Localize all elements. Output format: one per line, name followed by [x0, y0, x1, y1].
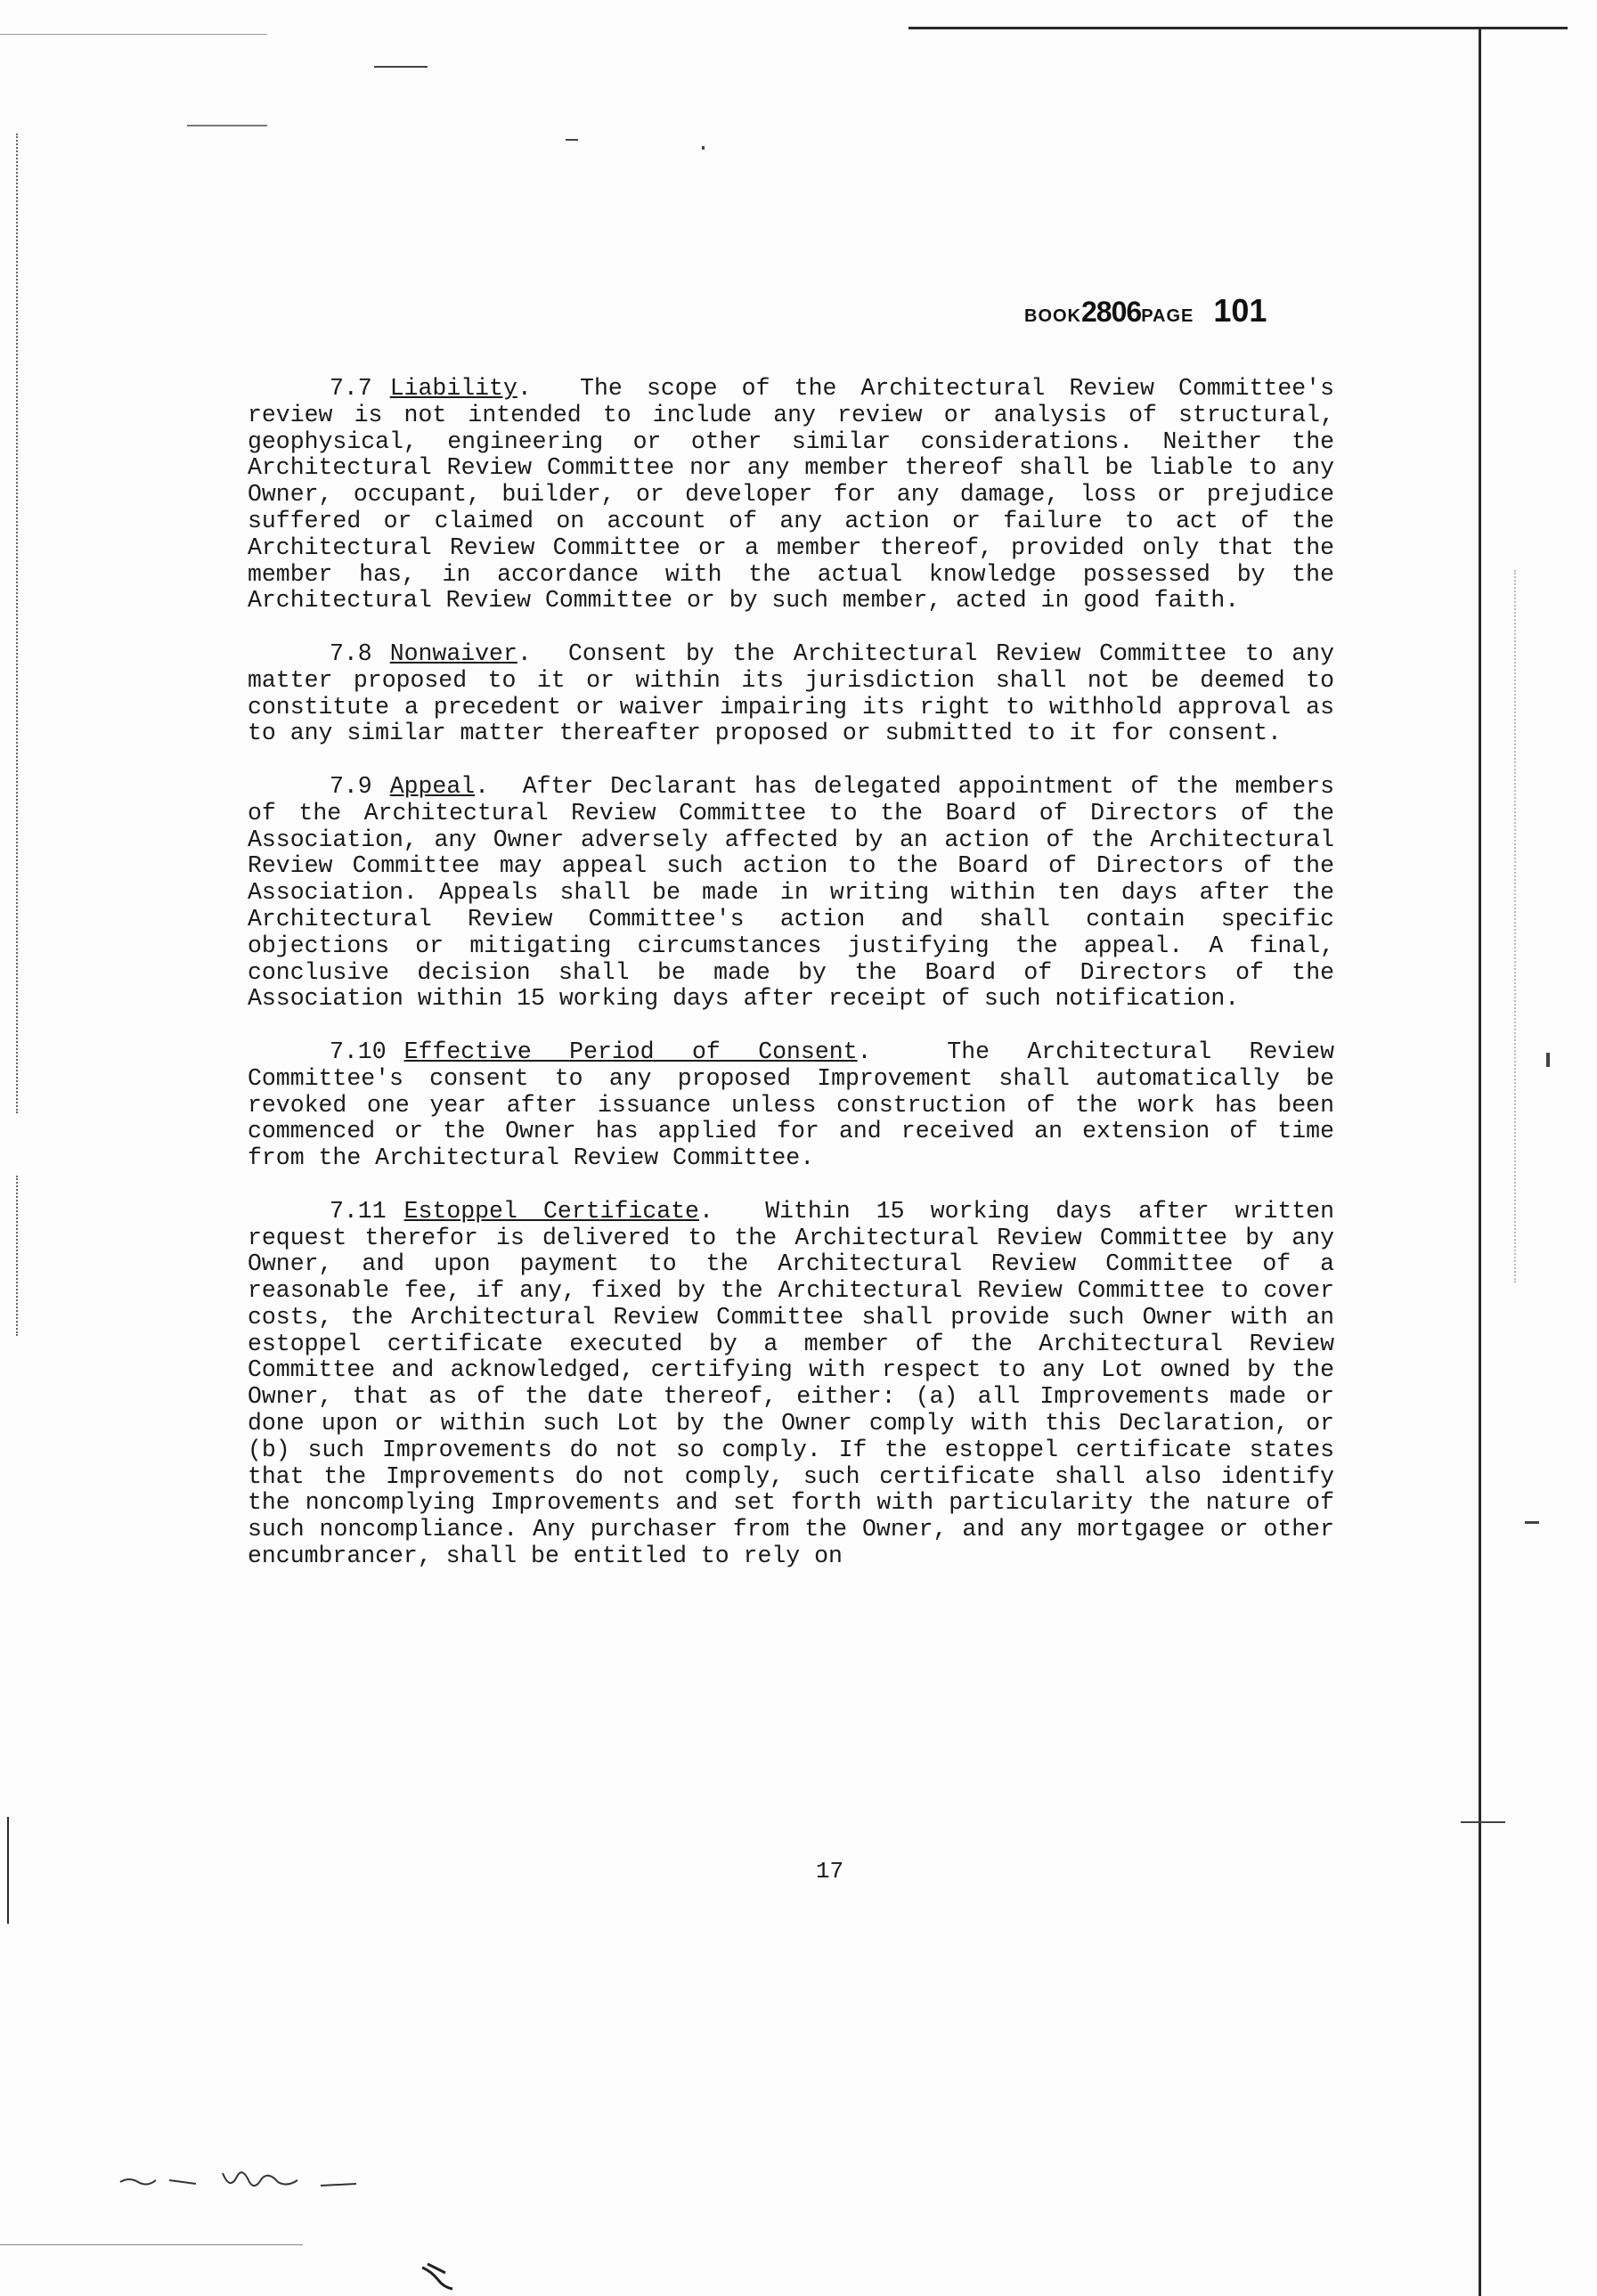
section-title: Nonwaiver	[389, 639, 517, 667]
scan-mark	[566, 139, 578, 141]
top-border-line	[908, 27, 1568, 29]
scan-mark	[702, 146, 705, 150]
right-border-line	[1479, 27, 1481, 2296]
scan-mark	[374, 66, 428, 68]
page-label: PAGE	[1141, 306, 1194, 326]
section-text: The Architectural Review Committee's consent to any proposed Improvement shall automatically be revoked one year after issuance unless construction of the work has been commenced or the Owner has applied for and received an extension of time from the Architectural Review Committee.	[248, 1038, 1334, 1172]
section-7-9: 7.9 Appeal. After Declarant has delegated appointment of the members of the Architectural Review Committee to the Board of Directors of the Association, any Owner adversely affected by an action of the Architectural Review Committee may appeal such action to the Board of Directors of the Association. Appeals shall be made in writing within ten days after the Architectural Review Committee's action and shall contain specific objections or mitigating circumstances justifying the appeal. A final, conclusive decision shall be made by the Board of Directors of the Association within 15 working days after receipt of such notification.	[248, 772, 1334, 1013]
section-title: Effective Period of Consent	[403, 1038, 858, 1065]
left-margin-marks	[16, 1176, 21, 1336]
section-number: 7.7	[330, 375, 372, 402]
document-body	[248, 376, 1334, 1597]
bottom-scribble	[419, 2262, 472, 2292]
section-number: 7.10	[330, 1038, 387, 1065]
right-margin-marks	[1514, 570, 1520, 1282]
section-title: Liability	[389, 375, 517, 402]
section-7-7: 7.7 Liability. The scope of the Architectural Review Committee's review is not intended to include any review or analysis of structural, geophysical, engineering or other similar considerations. Neither the Architectural Review Committee nor any member thereof shall be liable to any Owner, occupant, builder, or developer for any damage, loss or prejudice suffered or claimed on account of any action or failure to act of the Architectural Review Committee or a member thereof, provided only that the member has, in accordance with the actual knowledge possessed by the Architectural Review Committee or by such member, acted in good faith.	[248, 375, 1334, 615]
section-text: Consent by the Architectural Review Committee to any matter proposed to it or within its jurisdiction shall not be deemed to constitute a precedent or waiver impairing its right to withhold approval as to any similar matter thereafter proposed or submitted to it for consent.	[248, 639, 1334, 747]
section-text: After Declarant has delegated appointment of the members of the Architectural Review Committee to the Board of Directors of the Association, any Owner adversely affected by an action of the Architectural Review Committee may appeal such action to the Board of Directors of the Association. Appeals shall be made in writing within ten days after the Architectural Review Committee's action and shall contain specific objections or mitigating circumstances justifying the appeal. A final, conclusive decision shall be made by the Board of Directors of the Association within 15 working days after receipt of such notification.	[248, 772, 1334, 1013]
scan-mark	[1461, 1821, 1505, 1823]
bottom-rule	[0, 2244, 303, 2245]
scan-mark	[1546, 1053, 1550, 1067]
section-7-10: 7.10 Effective Period of Consent. The Architectural Review Committee's consent to any proposed Improvement shall automatically be revoked one year after issuance unless construction of the work has been commenced or the Owner has applied for and received an extension of time from the Architectural Review Committee.	[248, 1038, 1334, 1172]
section-text: Within 15 working days after written request therefor is delivered to the Architectural Review Committee by any Owner, and upon payment to the Architectural Review Committee of a reasonable fee, if any, fixed by the Architectural Review Committee to cover costs, the Architectural Review Committee shall provide such Owner with an estoppel certificate executed by a member of the Architectural Review Committee and acknowledged, certifying with respect to any Lot owned by the Owner, that as of the date thereof, either: (a) all Improvements made or done upon or within such Lot by the Owner comply with this Declaration, or (b) such Improvements do not so comply. If the estoppel certificate states that the Improvements do not comply, such certificate shall also identify the noncomplying Improvements and set forth with particularity the nature of such noncompliance. Any purchaser from the Owner, and any mortgagee or other encumbrancer, shall be entitled to rely on	[248, 1197, 1334, 1570]
top-left-rule	[0, 34, 267, 35]
footer-page-number: 17	[815, 1858, 844, 1885]
section-7-11: 7.11 Estoppel Certificate. Within 15 working days after written request therefor is delivered to the Architectural Review Committee by any Owner, and upon payment to the Architectural Review Committee of a reasonable fee, if any, fixed by the Architectural Review Committee to cover costs, the Architectural Review Committee shall provide such Owner with an estoppel certificate executed by a member of the Architectural Review Committee and acknowledged, certifying with respect to any Lot owned by the Owner, that as of the date thereof, either: (a) all Improvements made or done upon or within such Lot by the Owner comply with this Declaration, or (b) such Improvements do not so comply. If the estoppel certificate states that the Improvements do not comply, such certificate shall also identify the noncomplying Improvements and set forth with particularity the nature of such noncompliance. Any purchaser from the Owner, and any mortgagee or other encumbrancer, shall be entitled to rely on	[248, 1197, 1334, 1570]
section-text: The scope of the Architectural Review Committee's review is not intended to include any review or analysis of structural, geophysical, engineering or other similar considerations. Neither the Architectural Review Committee nor any member thereof shall be liable to any Owner, occupant, builder, or developer for any damage, loss or prejudice suffered or claimed on account of any action or failure to act of the Architectural Review Committee or a member thereof, provided only that the member has, in accordance with the actual knowledge possessed by the Architectural Review Committee or by such member, acted in good faith.	[248, 375, 1334, 615]
page-number-stamp: 101	[1213, 292, 1267, 329]
scan-mark	[187, 125, 267, 126]
left-margin-marks	[16, 134, 21, 1113]
scan-mark	[1525, 1521, 1539, 1524]
book-page-stamp	[1024, 292, 1267, 330]
section-7-8: 7.8 Nonwaiver. Consent by the Architectural Review Committee to any matter proposed to it or within its jurisdiction shall not be deemed to constitute a precedent or waiver impairing its right to withhold approval as to any similar matter thereafter proposed or submitted to it for consent.	[248, 639, 1334, 747]
section-title: Estoppel Certificate	[403, 1197, 699, 1225]
handwritten-scribble	[116, 2155, 401, 2209]
book-number: 2806	[1081, 296, 1142, 328]
book-label: BOOK	[1024, 306, 1081, 326]
section-number: 7.8	[330, 639, 372, 667]
section-number: 7.9	[330, 772, 372, 800]
section-title: Appeal	[389, 772, 476, 800]
section-number: 7.11	[330, 1197, 387, 1225]
